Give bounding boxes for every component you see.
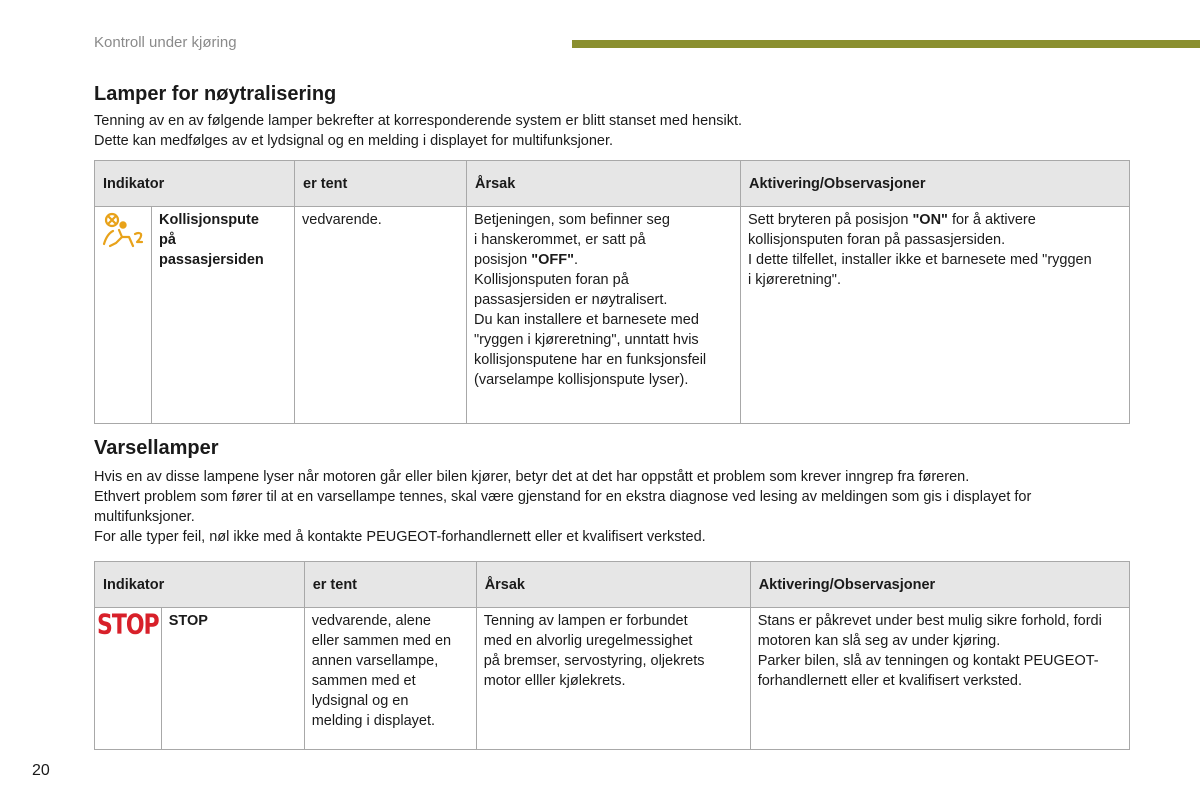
warning-section-title: Varsellamper [94,437,219,459]
cause-line: motor elller kjølekrets. [483,673,626,689]
section-header: Kontroll under kjøring [94,34,237,51]
action-line: I dette tilfellet, installer ikke et barnesete med "ryggen [748,252,1092,268]
cause-cell [467,207,741,424]
state-line: vedvarende, alene [311,613,432,629]
col-header-state: er tent [304,562,476,608]
neutral-intro-line: Dette kan medfølges av et lydsignal og en melding i displayet for multifunksjoner. [94,133,614,149]
warning-intro-line: Hvis en av disse lampene lyser når motoren går eller bilen kjører, betyr det at det har oppstått et problem som krever inngrep fra føreren. [94,469,970,485]
action-line: kollisjonsputen foran på passasjersiden. [748,232,1006,248]
neutral-intro [94,111,1134,151]
cause-line: Du kan installere et barnesete med [474,312,699,328]
state-cell: vedvarende. [295,207,467,424]
action-cell [750,608,1129,750]
warning-intro-line: multifunksjoner. [94,509,195,525]
neutral-section-title: Lamper for nøytralisering [94,83,337,105]
col-header-indicator: Indikator [95,562,305,608]
cause-text: posisjon [474,252,532,268]
warning-intro [94,467,1134,547]
indicator-name-cell [152,207,295,424]
table-row [95,608,1130,750]
action-line: forhandlernett eller et kvalifisert verksted. [757,673,1023,689]
table-row [95,207,1130,424]
state-line: annen varsellampe, [311,653,439,669]
table-header-row [95,562,1130,608]
neutral-lamps-table [94,160,1130,424]
cause-line: på bremser, servostyring, oljekrets [483,653,705,669]
state-cell [304,608,476,750]
lamp-name-line: Kollisjonspute [159,212,259,228]
action-line: Parker bilen, slå av tenningen og kontakt PEUGEOT- [757,653,1099,669]
action-text: for å aktivere [947,212,1036,228]
action-cell [741,207,1130,424]
cause-line: kollisjonsputene har en funksjonsfeil [474,352,707,368]
state-line: melding i displayet. [311,713,436,729]
action-line: Stans er påkrevet under best mulig sikre forhold, fordi [757,613,1102,629]
header-bar [572,40,1200,48]
col-header-action: Aktivering/Observasjoner [741,161,1130,207]
warning-intro-line: For alle typer feil, nøl ikke med å kontakte PEUGEOT-forhandlernett eller et kvalifisert verksted. [94,529,706,545]
cause-line: i hanskerommet, er satt på [474,232,646,248]
col-header-cause: Årsak [467,161,741,207]
state-line: eller sammen med en [311,633,452,649]
cause-line: "ryggen i kjøreretning", unntatt hvis [474,332,699,348]
table-header-row [95,161,1130,207]
neutral-intro-line: Tenning av en av følgende lamper bekrefter at korresponderende system er blitt stanset med hensikt. [94,113,743,129]
cause-cell [476,608,750,750]
cause-line: Tenning av lampen er forbundet [483,613,688,629]
indicator-icon-cell [95,207,152,424]
col-header-cause: Årsak [476,562,750,608]
state-line: sammen med et [311,673,416,689]
cause-line: (varselampe kollisjonspute lyser). [474,372,689,388]
stop-icon: STOP [97,609,159,641]
action-text: Sett bryteren på posisjon [748,212,913,228]
action-line [748,210,1122,230]
cause-line: Betjeningen, som befinner seg [474,212,670,228]
indicator-icon-cell [95,608,162,750]
lamp-name: STOP [168,613,208,629]
lamp-name-line: på [159,232,176,248]
col-header-indicator: Indikator [95,161,295,207]
page-number: 20 [32,762,50,779]
state-line: lydsignal og en [311,693,409,709]
cause-line [474,250,733,270]
cause-line: passasjersiden er nøytralisert. [474,292,668,308]
on-position: "ON" [912,212,948,228]
cause-line: med en alvorlig uregelmessighet [483,633,693,649]
col-header-state: er tent [295,161,467,207]
cause-line: Kollisjonsputen foran på [474,272,629,288]
col-header-action: Aktivering/Observasjoner [750,562,1129,608]
off-position: "OFF" [531,252,574,268]
cause-text: . [573,252,579,268]
lamp-name-line: passasjersiden [159,252,264,268]
warning-lamps-table [94,561,1130,750]
warning-intro-line: Ethvert problem som fører til at en varsellampe tennes, skal være gjenstand for en ekstra diagnose ved lesing av meldingen som gis i displayet for [94,489,1032,505]
indicator-name-cell [161,608,304,750]
action-line: motoren kan slå seg av under kjøring. [757,633,1001,649]
action-line: i kjøreretning". [748,272,841,288]
airbag-off-icon [101,210,145,250]
